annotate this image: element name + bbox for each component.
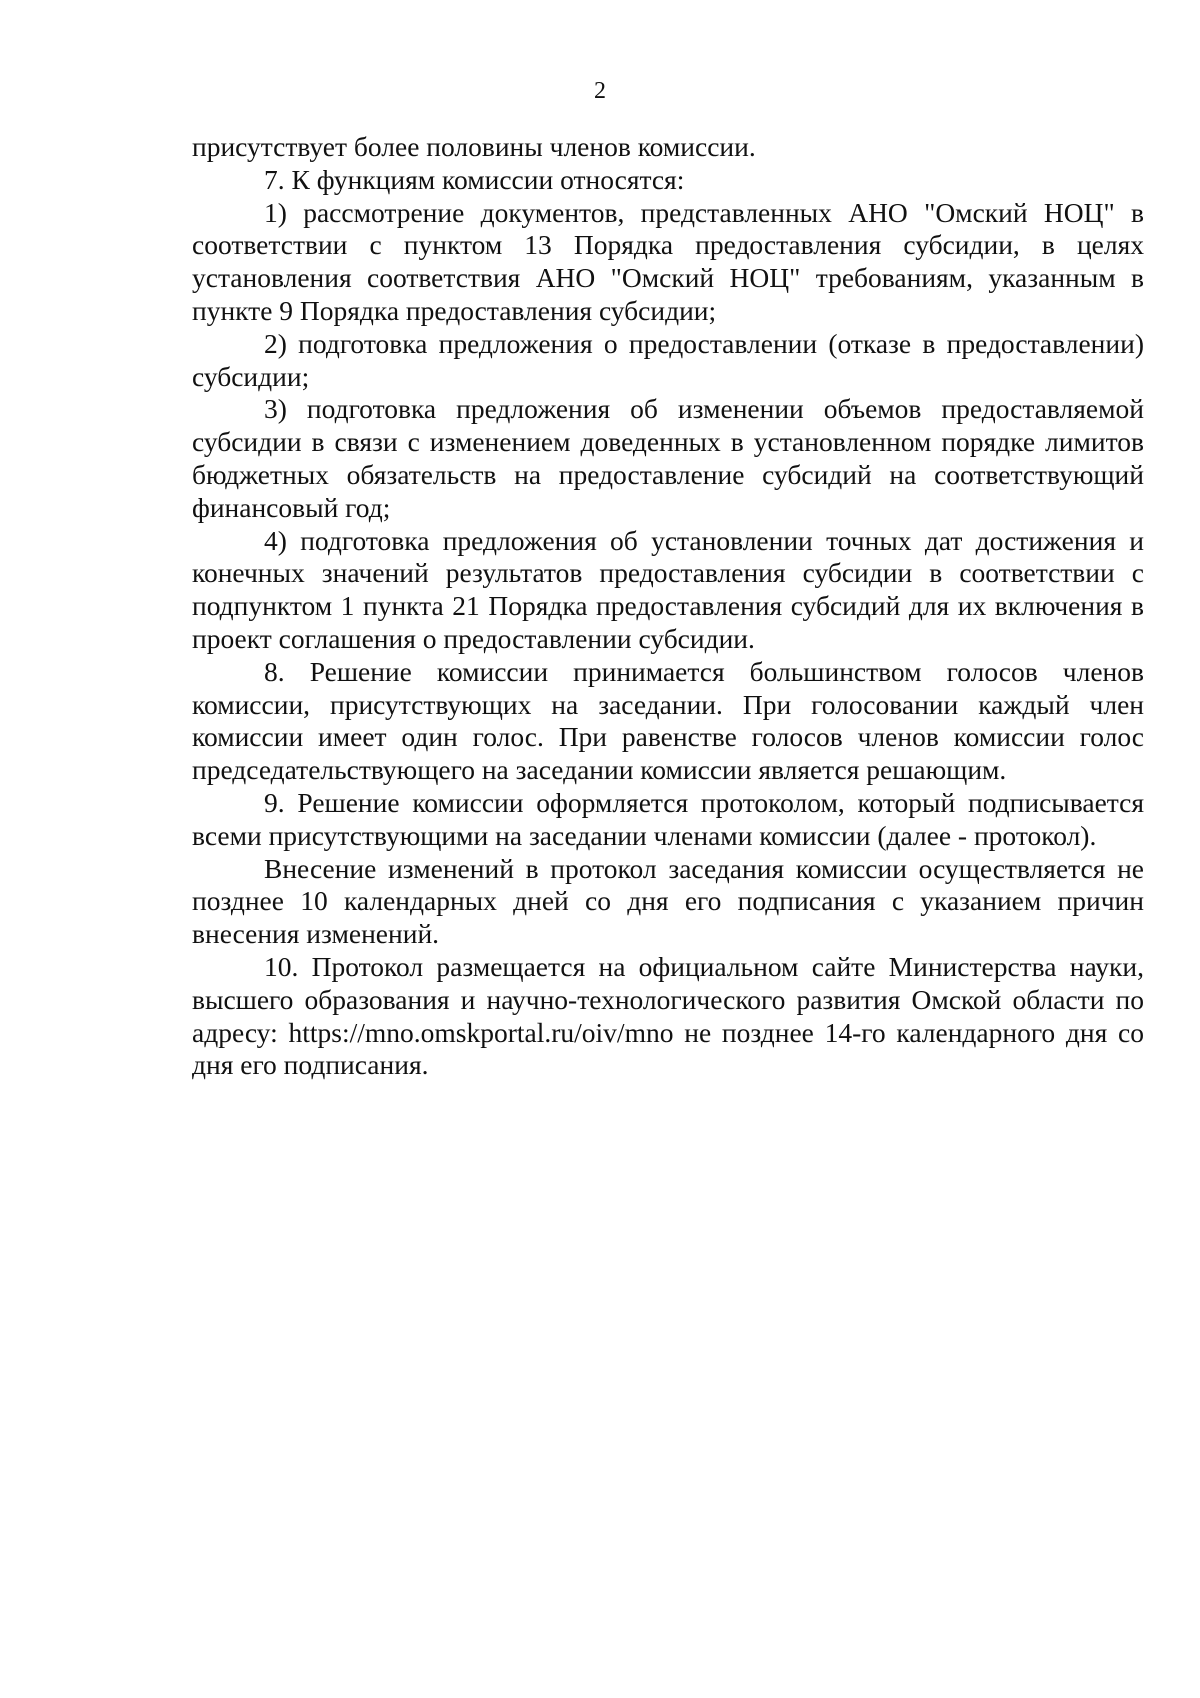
- paragraph-item-7: 7. К функциям комиссии относятся:: [264, 163, 685, 195]
- document-body: [192, 131, 1144, 1082]
- paragraph-item-8: 8. Решение комиссии принимается большинством голосов членов комиссии, присутствующих на заседании. При голосовании каждый член комиссии имеет один голос. При равенстве голосов членов комиссии голос председательствующего на заседании комиссии является решающим.: [192, 655, 1144, 786]
- paragraph-subitem-2: 2) подготовка предложения о предоставлении (отказе в предоставлении) субсидии;: [192, 327, 1144, 392]
- page-number: 2: [594, 78, 606, 104]
- paragraph-item-10: 10. Протокол размещается на официальном сайте Министерства науки, высшего образования и научно-технологического развития Омской области по адресу: https://mno.omskportal.ru/oiv/mno не позднее 14-го календарного дня со дня его подписания.: [192, 950, 1144, 1081]
- paragraph-continuation: присутствует более половины членов комиссии.: [192, 131, 756, 162]
- paragraph-subitem-4: 4) подготовка предложения об установлении точных дат достижения и конечных значений результатов предоставления субсидии в соответствии с подпунктом 1 пункта 21 Порядка предоставления субсидий для их включения в проект соглашения о предоставлении субсидии.: [192, 524, 1144, 654]
- paragraph-subitem-3: 3) подготовка предложения об изменении объемов предоставляемой субсидии в связи с изменением доведенных в установленном порядке лимитов бюджетных обязательств на предоставление субсидий на соответствующий финансовый год;: [192, 393, 1144, 523]
- paragraph-subitem-1: 1) рассмотрение документов, представленных АНО "Омский НОЦ" в соответствии с пунктом 13 Порядка предоставления субсидии, в целях установления соответствия АНО "Омский НОЦ" требованиям, указанным в пункте 9 Порядка предоставления субсидии;: [192, 196, 1144, 326]
- paragraph-amendments: Внесение изменений в протокол заседания комиссии осуществляется не позднее 10 календарных дней со дня его подписания с указанием причин внесения изменений.: [192, 852, 1144, 950]
- paragraph-item-9: 9. Решение комиссии оформляется протоколом, который подписывается всеми присутствующими на заседании членами комиссии (далее - протокол).: [192, 786, 1144, 851]
